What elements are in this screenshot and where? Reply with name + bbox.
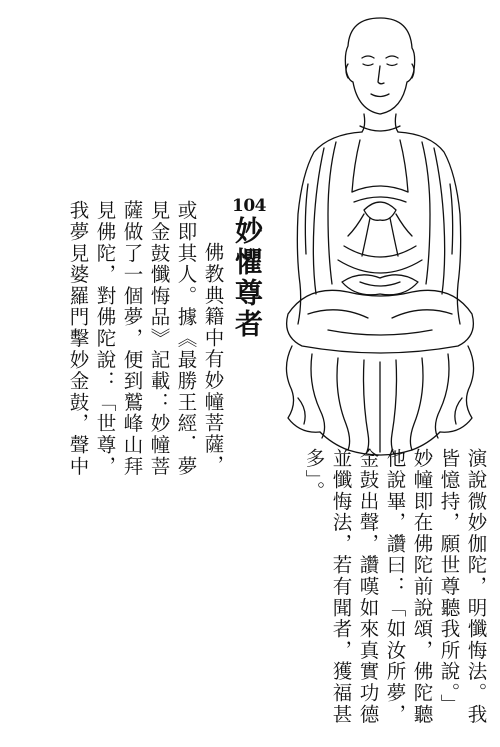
text-column: 我夢見婆羅門擊妙金鼓，聲中	[66, 200, 90, 477]
text-column: 或即其人。據《最勝王經．夢	[174, 200, 198, 477]
text-column: 見佛陀，對佛陀說：「世尊，	[93, 200, 117, 477]
entry-title: 妙懼尊者	[231, 216, 264, 340]
entry-number: 104	[232, 196, 266, 216]
text-column: 薩做了一個夢，便到鷲峰山拜	[120, 200, 144, 477]
text-column: 皆憶持，願世尊聽我所說。」	[437, 448, 461, 716]
text-column: 並懺悔法，若有聞者，獲福甚	[329, 448, 353, 725]
text-column: 金鼓出聲，讚嘆如來真實功德	[356, 448, 380, 725]
text-column: 佛教典籍中有妙幢菩薩，	[201, 242, 225, 477]
seated-monk-illustration	[268, 14, 480, 464]
text-column: 見金鼓懺悔品》記載：妙幢菩	[147, 200, 171, 477]
text-column: 他說畢，讚曰：「如汝所夢，	[383, 448, 407, 725]
text-column: 多」。	[302, 448, 326, 503]
text-column: 妙幢即在佛陀前說頌，佛陀聽	[410, 448, 434, 725]
text-column: 演說微妙伽陀，明懺悔法。我	[464, 448, 488, 725]
